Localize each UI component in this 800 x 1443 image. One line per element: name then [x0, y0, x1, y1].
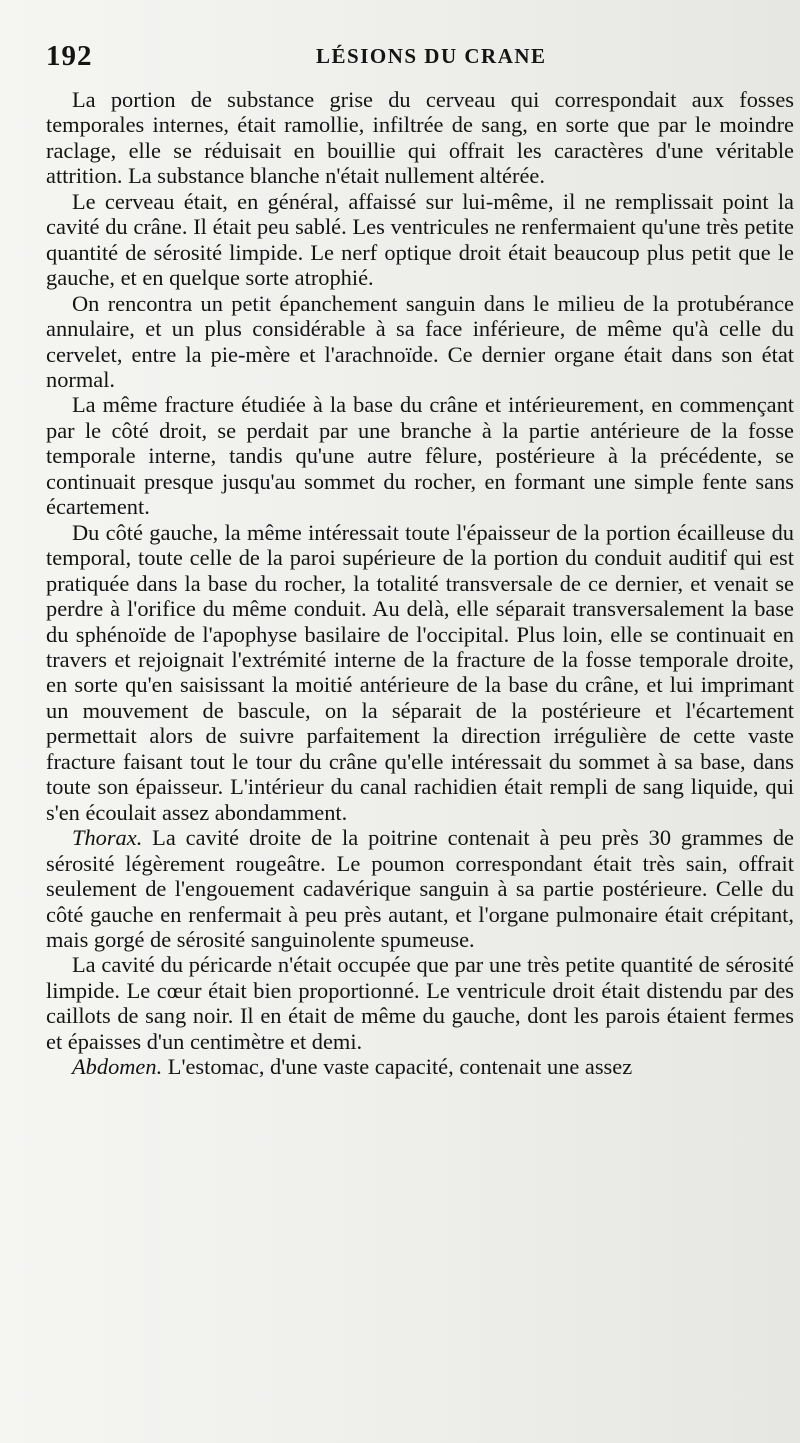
- section-lead-thorax: Thorax.: [72, 825, 143, 851]
- paragraph-cerveau-general: [46, 189, 794, 291]
- paragraph-text: La portion de substance grise du cerveau qui correspondait aux fosses temporales internes, était ramollie, infiltrée de sang, en sorte que par le moindre raclage, elle se réduisait en bouillie qui offrait les caractères d'une véritable attrition. La substance blanche n'était nullement altérée.: [46, 87, 794, 189]
- paragraph-text: On rencontra un petit épanchement sanguin dans le milieu de la protubérance annulaire, et un plus considérable à sa face inférieure, de même qu'à celle du cervelet, entre la pie-mère et l'arachnoïde. Ce dernier organe était dans son état normal.: [46, 290, 794, 392]
- page-number: 192: [46, 40, 93, 72]
- body-text: [46, 87, 794, 1080]
- paragraph-text: La même fracture étudiée à la base du crâne et intérieurement, en commençant par le côté droit, se perdait par une branche à la partie antérieure de la fosse temporale interne, tandis qu'une autre fêlure, postérieure à la précédente, se continuait presque jusqu'au sommet du rocher, en formant une simple fente sans écartement.: [46, 392, 794, 520]
- paragraph-text: L'estomac, d'une vaste capacité, contenait une assez: [162, 1054, 633, 1080]
- paragraph-thorax: [46, 825, 794, 952]
- running-head: [46, 40, 792, 76]
- paragraph-text: Du côté gauche, la même intéressait toute l'épaisseur de la portion écailleuse du temporal, toute celle de la paroi supérieure de la portion du conduit auditif qui est pratiquée dans la base du rocher, la totalité transversale de ce dernier, et venait se perdre à l'orifice du même conduit. Au delà, elle séparait transversalement la base du sphénoïde de l'apophyse basilaire de l'occipital. Plus loin, elle se continuait en travers et rejoignait l'extrémité interne de la fracture de la fosse temporale droite, en sorte qu'en saisissant la moitié antérieure de la base du crâne, et lui imprimant un mouvement de bascule, on la séparait de la postérieure et l'écartement permettait alors de suivre parfaitement la direction irrégulière de cette vaste fracture faisant tout le tour du crâne qu'elle intéressait du sommet à sa base, dans toute son épaisseur. L'intérieur du canal rachidien était rempli de sang liquide, qui s'en écoulait assez abondamment.: [46, 519, 794, 825]
- paragraph-fracture-droite: [46, 392, 794, 519]
- running-title: LÉSIONS DU CRANE: [316, 44, 547, 68]
- paragraph-text: La cavité droite de la poitrine contenait à peu près 30 grammes de sérosité légèrement rougeâtre. Le poumon correspondant était très sain, offrait seulement de l'engouement cadavérique sanguin à sa partie postérieure. Celle du côté gauche en renfermait à peu près autant, et l'organe pulmonaire était crépitant, mais gorgé de sérosité sanguinolente spumeuse.: [46, 825, 794, 952]
- paragraph-cerveau-substance: [46, 87, 794, 189]
- paragraph-fracture-gauche: [46, 520, 794, 825]
- paragraph-abdomen: [46, 1054, 794, 1079]
- paragraph-epanchement: [46, 291, 794, 393]
- paragraph-text: La cavité du péricarde n'était occupée que par une très petite quantité de sérosité limpide. Le cœur était bien proportionné. Le ventricule droit était distendu par des caillots de sang noir. Il en était de même du gauche, dont les parois étaient fermes et épaisses d'un centimètre et demi.: [46, 952, 794, 1054]
- section-lead-abdomen: Abdomen.: [72, 1054, 163, 1080]
- paragraph-text: Le cerveau était, en général, affaissé sur lui-même, il ne remplissait point la cavité du crâne. Il était peu sablé. Les ventricules ne renfermaient qu'une très petite quantité de sérosité limpide. Le nerf optique droit était beaucoup plus petit que le gauche, et en quelque sorte atrophié.: [46, 188, 794, 291]
- paragraph-pericarde: [46, 952, 794, 1054]
